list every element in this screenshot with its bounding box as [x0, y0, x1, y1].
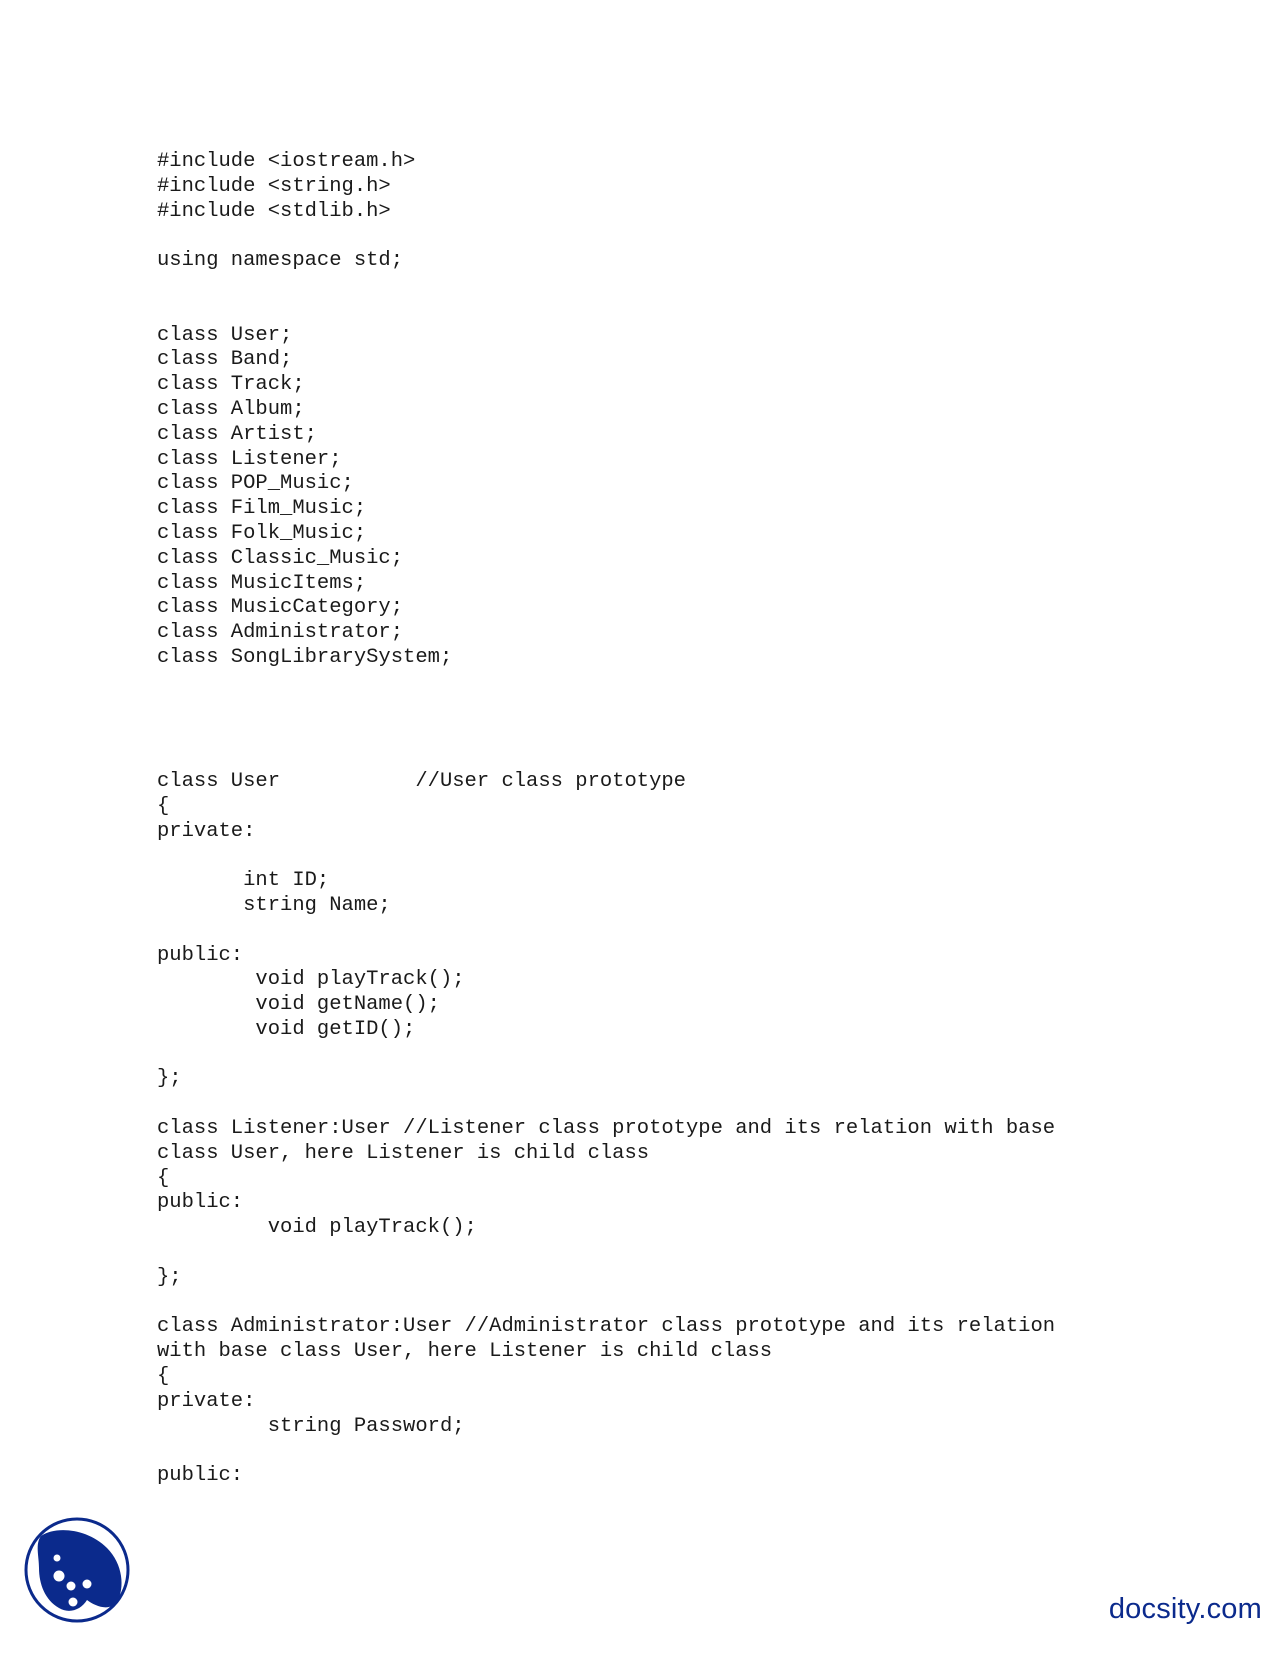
code-line — [157, 299, 1237, 324]
code-listing — [157, 150, 1237, 1489]
code-line: class Administrator:User //Administrator class prototype and its relation — [157, 1315, 1056, 1339]
code-line: void getName(); — [157, 993, 440, 1017]
code-line — [157, 1439, 1237, 1464]
code-line: #include <string.h> — [157, 174, 391, 198]
code-line: class POP_Music; — [157, 472, 354, 496]
code-line: with base class User, here Listener is child class — [157, 1340, 773, 1364]
code-line: private: — [157, 1389, 256, 1413]
code-line: class Band; — [157, 348, 293, 372]
code-line: string Name; — [157, 893, 391, 917]
code-line — [157, 274, 1237, 299]
code-line: class Listener:User //Listener class prototype and its relation with base — [157, 1117, 1056, 1141]
code-line: class Album; — [157, 397, 305, 421]
code-line: { — [157, 1365, 170, 1389]
code-line: }; — [157, 1067, 182, 1091]
code-line: public: — [157, 1464, 244, 1488]
code-line — [157, 720, 1237, 745]
code-line: class SongLibrarySystem; — [157, 645, 453, 669]
code-line: int ID; — [157, 869, 330, 893]
code-line: class Listener; — [157, 447, 342, 471]
code-line: void playTrack(); — [157, 1216, 477, 1240]
code-line: class Artist; — [157, 422, 317, 446]
code-line: private: — [157, 819, 256, 843]
site-label[interactable]: docsity.com — [1108, 1593, 1262, 1625]
code-line: class User; — [157, 323, 293, 347]
code-line — [157, 224, 1237, 249]
code-line: public: — [157, 1191, 244, 1215]
code-line: class Folk_Music; — [157, 521, 367, 545]
code-line — [157, 745, 1237, 770]
code-line — [157, 844, 1237, 869]
code-line: class User, here Listener is child class — [157, 1141, 650, 1165]
code-line: using namespace std; — [157, 249, 404, 273]
code-line: public: — [157, 943, 244, 967]
code-line: }; — [157, 1265, 182, 1289]
code-line — [157, 1092, 1237, 1117]
code-line — [157, 1043, 1237, 1068]
code-line: { — [157, 794, 170, 818]
code-line: class MusicItems; — [157, 571, 367, 595]
code-line: #include <stdlib.h> — [157, 199, 391, 223]
code-line: { — [157, 1166, 170, 1190]
code-line: class Administrator; — [157, 621, 404, 645]
code-line: void getID(); — [157, 1017, 416, 1041]
code-line: class User //User class prototype — [157, 769, 686, 793]
code-line — [157, 671, 1237, 696]
code-line: class MusicCategory; — [157, 596, 404, 620]
code-line: void playTrack(); — [157, 968, 465, 992]
code-line: class Classic_Music; — [157, 546, 404, 570]
code-line — [157, 1241, 1237, 1266]
code-line — [157, 1291, 1237, 1316]
code-line: class Film_Music; — [157, 497, 367, 521]
docsity-logo-icon[interactable] — [21, 1514, 133, 1626]
code-line — [157, 919, 1237, 944]
code-line — [157, 696, 1237, 721]
code-line: class Track; — [157, 373, 305, 397]
code-line: string Password; — [157, 1414, 465, 1438]
code-line: #include <iostream.h> — [157, 150, 416, 173]
